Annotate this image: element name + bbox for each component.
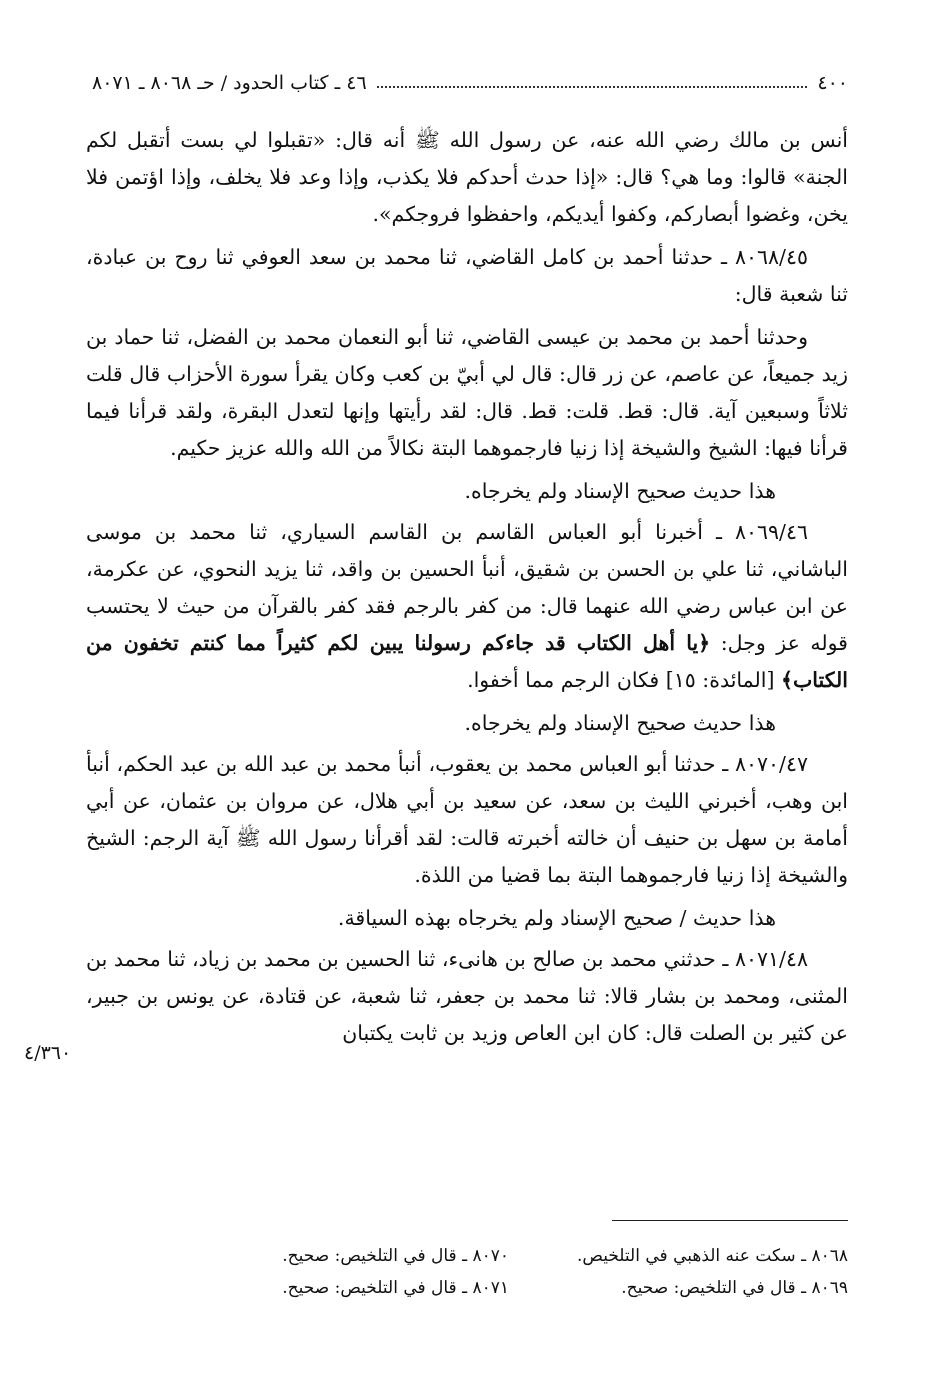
paragraph-hadith-8070: ٨٠٧٠/٤٧ ـ حدثنا أبو العباس محمد بن يعقوب، أنبأ محمد بن عبد الله بن عبد الحكم، أنبأ ابن وهب، أخبرني الليث بن سعد، عن سعيد بن أبي هلال، عن مروان بن عثمان، عن أبي أمامة بن سهل بن حنيف أن خالته أخبرته قالت: لقد أقرأنا رسول الله ﷺ آية الرجم: الشيخ والشيخة إذا زنيا فارجموهما البتة بما قضيا من اللذة. bbox=[86, 752, 848, 887]
verdict-8068: هذا حديث صحيح الإسناد ولم يخرجاه. bbox=[464, 479, 776, 503]
verdict-8069: هذا حديث صحيح الإسناد ولم يخرجاه. bbox=[464, 711, 776, 735]
paragraph-hadith-continuation: أنس بن مالك رضي الله عنه، عن رسول الله ﷺ أنه قال: «تقبلوا لي بست أتقبل لكم الجنة» قالوا: وما هي؟ قال: «إذا حدث أحدكم فلا يكذب، وإذا وعد فلا يخلف، وإذا اؤتمن فلا يخن، وغضوا أبصاركم، وكفوا أيديكم، واحفظوا فروجكم». bbox=[86, 128, 848, 226]
footnote-8069: ٨٠٦٩ ـ قال في التلخيص: صحيح. bbox=[621, 1278, 848, 1298]
paragraph-hadith-8069 bbox=[86, 514, 848, 699]
footnote-divider bbox=[612, 1220, 848, 1221]
paragraph-hadith-8071: ٨٠٧١/٤٨ ـ حدثني محمد بن صالح بن هانىء، ثنا الحسين بن محمد بن زياد، ثنا محمد بن المثنى، ومحمد بن بشار قالا: ثنا محمد بن جعفر، ثنا شعبة، عن قتادة، عن يونس بن جبير، عن كثير بن الصلت قال: كان ابن العاص وزيد بن ثابت يكتبان bbox=[86, 947, 848, 1045]
footnote-row bbox=[170, 1272, 848, 1304]
chapter-title: ٤٦ ـ كتاب الحدود / حـ ٨٠٦٨ ـ ٨٠٧١ bbox=[92, 72, 367, 94]
page-number: ٤٠٠ bbox=[817, 72, 848, 94]
footnote-row bbox=[170, 1240, 848, 1272]
footnote-8070: ٨٠٧٠ ـ قال في التلخيص: صحيح. bbox=[282, 1246, 509, 1266]
paragraph-hadith-8068: ٨٠٦٨/٤٥ ـ حدثنا أحمد بن كامل القاضي، ثنا محمد بن سعد العوفي ثنا روح بن عبادة، ثنا شعبة قال: bbox=[86, 245, 848, 306]
margin-manuscript-reference: ٤/٣٦٠ bbox=[24, 1042, 72, 1064]
running-header bbox=[92, 66, 848, 100]
footnote-8071: ٨٠٧١ ـ قال في التلخيص: صحيح. bbox=[282, 1278, 509, 1298]
hadith-8069-text: ٨٠٦٩/٤٦ ـ أخبرنا أبو العباس القاسم بن القاسم السياري، ثنا محمد بن موسى الباشاني، ثنا علي بن الحسن بن شقيق، أنبأ الحسين بن واقد، ثنا يزيد النحوي، عن عكرمة، عن ابن عباس رضي الله عنهما قال: من كفر بالرجم فقد كفر بالقرآن من حيث لا يحتسب قوله عز وجل: bbox=[86, 520, 848, 655]
quran-reference: [المائدة: ١٥] فكان الرجم مما أخفوا. bbox=[467, 668, 775, 692]
verdict-8070: هذا حديث / صحيح الإسناد ولم يخرجاه بهذه السياقة. bbox=[337, 906, 776, 930]
main-text bbox=[86, 122, 848, 1058]
paragraph-hadith-8068-second-chain: وحدثنا أحمد بن محمد بن عيسى القاضي، ثنا أبو النعمان محمد بن الفضل، ثنا حماد بن زيد جميعاً، عن عاصم، عن زر قال: قال لي أبيّ بن كعب وكان يقرأ سورة الأحزاب قال قلت ثلاثاً وسبعين آية. قال: قط. قلت: قط. قال: لقد رأيتها وإنها لتعدل البقرة، ولقد قرأنا فيما قرأنا فيها: الشيخ والشيخة إذا زنيا فارجموهما البتة نكالاً من الله والله عزيز حكيم. bbox=[86, 325, 848, 460]
quran-verse: ﴿يا أهل الكتاب قد جاءكم رسولنا يبين لكم كثيراً مما كنتم تخفون من الكتاب﴾ bbox=[86, 631, 848, 692]
header-dotted-leader bbox=[377, 86, 808, 88]
footnote-8068: ٨٠٦٨ ـ سكت عنه الذهبي في التلخيص. bbox=[576, 1246, 848, 1266]
footnotes bbox=[170, 1240, 848, 1304]
